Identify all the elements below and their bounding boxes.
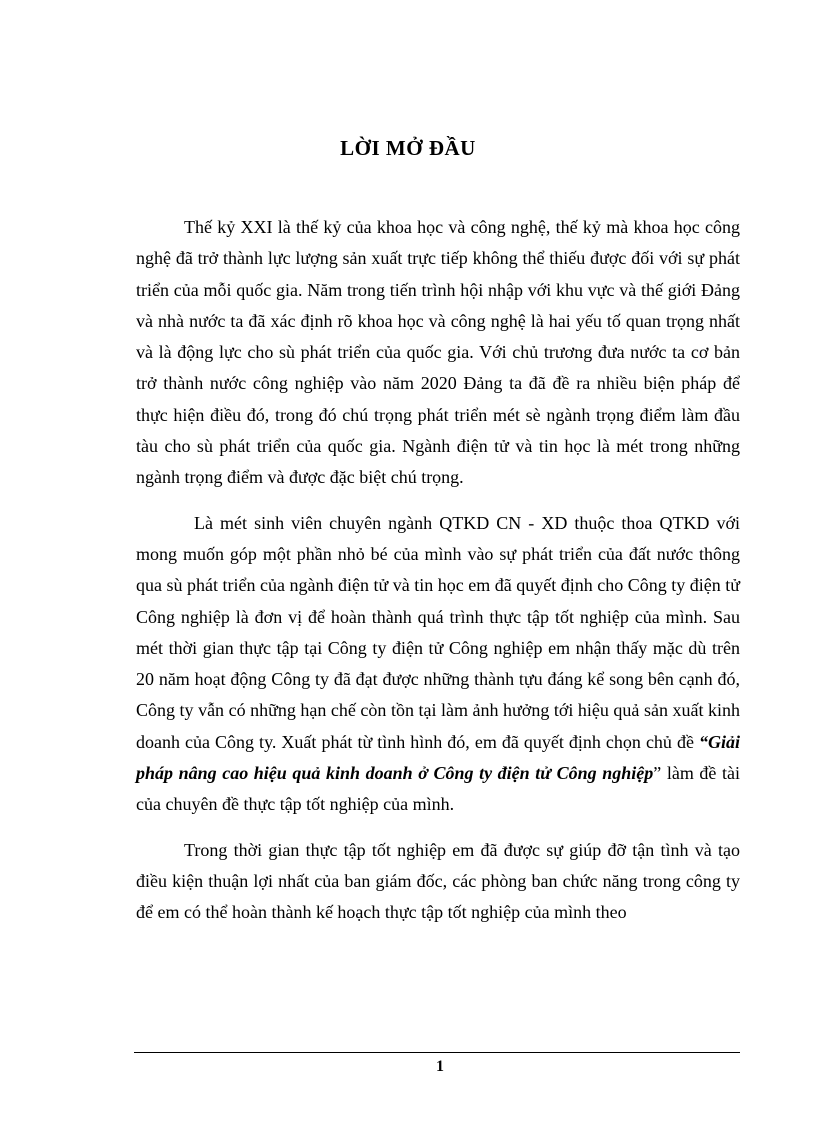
body-text: [136, 212, 740, 943]
page-number: 1: [436, 1058, 444, 1075]
paragraph-2-outro: ” làm đề tài của chuyên đề thực tập tốt nghiệp của mình.: [136, 763, 740, 815]
thesis-topic-title: “Giải pháp nâng cao hiệu quả kinh doanh ở Công ty điện tử Công nghiệp: [136, 731, 740, 784]
paragraph-3: Trong thời gian thực tập tốt nghiệp em đã được sự giúp đỡ tận tình và tạo điều kiện thuận lợi nhất của ban giám đốc, các phòng ban chức năng trong công ty để em có thể hoàn thành kế hoạch thực tập tốt nghiệp của mình theo: [136, 839, 740, 923]
paragraph-1: Thế kỷ XXI là thế kỷ của khoa học và công nghệ, thế kỷ mà khoa học công nghệ đã trở thành lực lượng sản xuất trực tiếp không thể thiếu được đối với sự phát triển của mỗi quốc gia. Năm trong tiến trình hội nhập với khu vực và thế giới Đảng và nhà nước ta đã xác định rõ khoa học và công nghệ là hai yếu tố quan trọng nhất và là động lực cho sù phát triển của quốc gia. Với chủ trương đưa nước ta cơ bản trở thành nước công nghiệp vào năm 2020 Đảng ta đã đề ra nhiều biện pháp để thực hiện điều đó, trong đó chú trọng phát triển mét sè ngành trọng điểm làm đầu tàu cho sù phát triển của quốc gia. Ngành điện tử và tin học là mét trong những ngành trọng điểm và được đặc biệt chú trọng.: [136, 217, 740, 488]
page-title: LỜI MỞ ĐẦU: [340, 136, 476, 160]
paragraph-2: [136, 508, 740, 821]
paragraph-2-intro: Là mét sinh viên chuyên ngành QTKD CN - XD thuộc thoa QTKD với mong muốn góp một phần nhỏ bé của mình vào sự phát triển của đất nước thông qua sù phát triển của ngành điện tử và tin học em đã quyết định cho Công ty điện tử Công nghiệp là đơn vị để hoàn thành quá trình thực tập tốt nghiệp của mình. Sau mét thời gian thực tập tại Công ty điện tử Công nghiệp em nhận thấy mặc dù trên 20 năm hoạt động Công ty đã đạt được những thành tựu đáng kể song bên cạnh đó, Công ty vẫn có những hạn chế còn tồn tại làm ảnh hưởng tới hiệu quả sản xuất kinh doanh của Công ty. Xuất phát từ tình hình đó, em đã quyết định chọn chủ đề: [136, 512, 740, 752]
footer-divider: [134, 1052, 740, 1053]
